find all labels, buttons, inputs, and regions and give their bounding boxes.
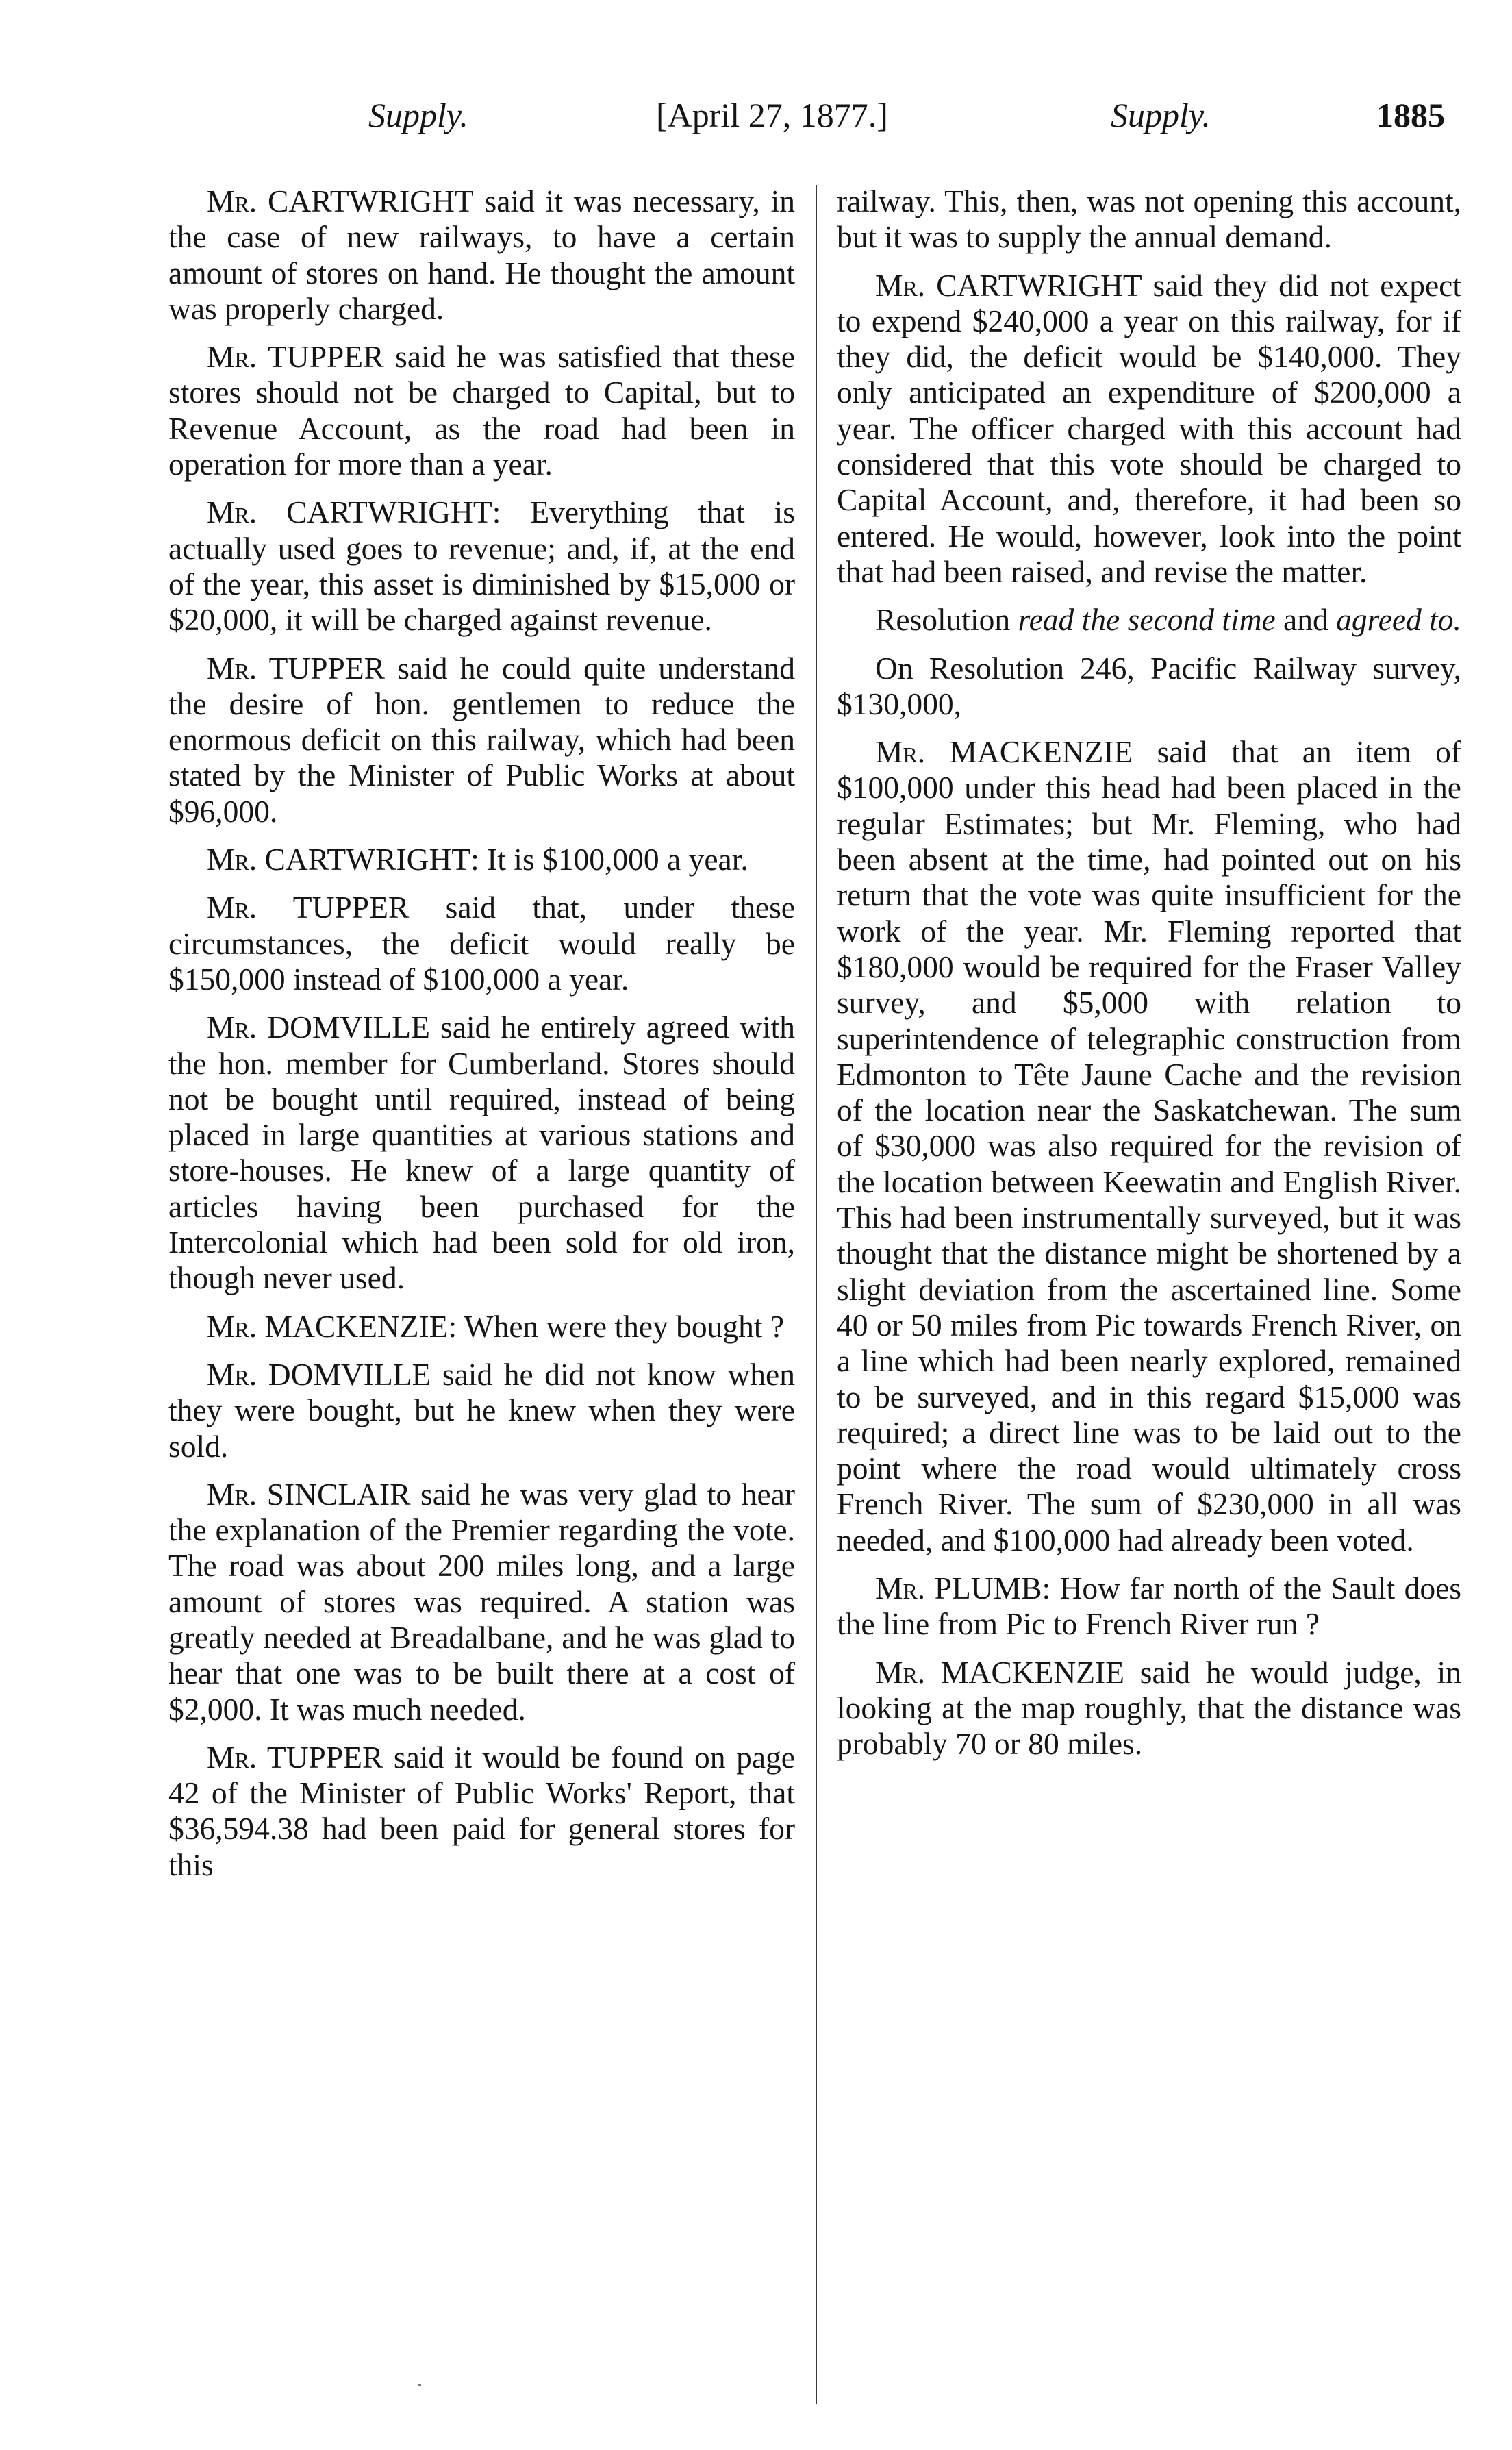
speech-text: said it would be found on page 42 of the Minister of Public Works' Report, that $36,594.38 had been paid for general stores for this	[168, 1739, 795, 1882]
speech-text: said they did not expect to expend $240,000 a year on this railway, for if they did, the deficit would be $140,000. They only anticipated an expenditure of $200,000 a year. The officer charged with this account had considered that this vote should be charged to Capital Account, and, therefore, it had been so entered. He would, however, look into the point that had been raised, and revise the matter.	[837, 267, 1462, 589]
speaker-name: Mr. TUPPER	[207, 1739, 383, 1775]
speech-text: said he was satisfied that these stores should not be charged to Capital, but to Revenue Account, as the road had been in operation for more than a year.	[168, 339, 795, 482]
resolution-text: Resolution	[875, 602, 1018, 638]
speech-paragraph	[168, 890, 795, 997]
speech-text: said he could quite understand the desire of hon. gentlemen to reduce the enormous deficit on this railway, which had been stated by the Minister of Public Works at about $96,000.	[168, 650, 795, 829]
speech-paragraph	[168, 339, 795, 482]
speech-text: said he entirely agreed with the hon. member for Cumberland. Stores should not be bought until required, instead of being placed in large quantities at various stations and store-houses. He knew of a large quantity of articles having been purchased for the Intercolonial which had been sold for old iron, though never used.	[168, 1010, 795, 1296]
speech-text: said he would judge, in looking at the map roughly, that the distance was probably 70 or 80 miles.	[837, 1654, 1461, 1762]
right-column	[837, 184, 1461, 1774]
speaker-name: Mr. CARTWRIGHT	[207, 495, 492, 530]
speech-paragraph	[837, 1571, 1461, 1642]
speaker-name: Mr. DOMVILLE	[207, 1356, 431, 1392]
running-head-right: Supply.	[1111, 96, 1211, 134]
speech-paragraph	[168, 184, 795, 327]
left-column	[168, 184, 795, 1895]
speech-text: : How far north of the Sault does the line from Pic to French River run ?	[837, 1570, 1461, 1642]
speech-paragraph	[168, 1740, 795, 1883]
running-head-left: Supply.	[368, 96, 468, 134]
speech-text: said that an item of $100,000 under this head had been placed in the regular Estimates; but Mr. Fleming, who had been absent at the time, had pointed out on his return that the vote was quite insufficient for the work of the year. Mr. Fleming reported that $180,000 would be required for the Fraser Valley survey, and $5,000 with relation to superintendence of telegraphic construction from Edmonton to Tête Jaune Cache and the revision of the location near the Saskatchewan. The sum of $30,000 was also required for the revision of the location between Keewatin and English River. This had been instrumentally surveyed, but it was thought that the distance might be shortened by a slight deviation from the ascertained line. Some 40 or 50 miles from Pic towards French River, on a line which had been nearly explored, remained to be surveyed, and in this regard $15,000 was required; a direct line was to be laid out to the point where the road would ultimately cross French River. The sum of $230,000 in all was needed, and $100,000 had already been voted.	[837, 734, 1461, 1558]
speech-paragraph	[168, 1010, 795, 1296]
resolution-italic: agreed to.	[1336, 602, 1461, 638]
speech-paragraph	[837, 1655, 1461, 1762]
page-number: 1885	[1376, 96, 1445, 134]
speech-paragraph	[168, 1357, 795, 1464]
continued-paragraph: railway. This, then, was not opening this account, but it was to supply the annual demand.	[837, 184, 1461, 255]
speaker-name: Mr. MACKENZIE	[207, 1308, 449, 1344]
resolution-italic: read the second time	[1018, 602, 1276, 638]
speech-text: : When were they bought ?	[448, 1308, 785, 1344]
speaker-name: Mr. CARTWRIGHT	[875, 267, 1142, 303]
speech-paragraph	[837, 734, 1461, 1558]
speaker-name: Mr. TUPPER	[207, 339, 384, 375]
speech-paragraph	[837, 268, 1461, 590]
speaker-name: Mr. MACKENZIE	[875, 1654, 1124, 1690]
speaker-name: Mr. TUPPER	[207, 890, 410, 925]
speech-paragraph	[168, 651, 795, 829]
print-speck	[418, 2384, 421, 2386]
resolution-line	[837, 602, 1461, 638]
speaker-name: Mr. CARTWRIGHT	[207, 184, 474, 218]
column-divider	[816, 185, 817, 2404]
speaker-name: Mr. TUPPER	[207, 650, 385, 686]
resolution-text: and	[1275, 602, 1337, 638]
speaker-name: Mr. SINCLAIR	[207, 1476, 411, 1512]
speech-paragraph	[168, 1477, 795, 1727]
speech-text: said he did not know when they were bought, but he knew when they were sold.	[168, 1356, 795, 1464]
speaker-name: Mr. DOMVILLE	[207, 1010, 430, 1045]
speaker-name: Mr. PLUMB	[875, 1570, 1042, 1605]
speech-paragraph	[168, 1309, 795, 1345]
speaker-name: Mr. CARTWRIGHT	[207, 842, 471, 877]
running-head-date: [April 27, 1877.]	[656, 96, 888, 134]
speech-text: : It is $100,000 a year.	[470, 842, 748, 877]
speaker-name: Mr. MACKENZIE	[875, 734, 1133, 770]
speech-text: said that, under these circumstances, the deficit would really be $150,000 instead of $100,000 a year.	[168, 890, 795, 997]
speech-text: : Everything that is actually used goes to revenue; and, if, at the end of the year, this asset is diminished by $15,000 or $20,000, it will be charged against revenue.	[168, 495, 796, 638]
speech-text: said it was necessary, in the case of new railways, to have a certain amount of stores on hand. He thought the amount was properly charged.	[168, 184, 795, 326]
speech-paragraph	[168, 842, 795, 877]
speech-paragraph	[168, 495, 795, 638]
speech-text: said he was very glad to hear the explanation of the Premier regarding the vote. The road was about 200 miles long, and a large amount of stores was required. A station was greatly needed at Breadalbane, and he was glad to hear that one was to be built there at a cost of $2,000. It was much needed.	[168, 1476, 795, 1727]
resolution-heading: On Resolution 246, Pacific Railway survey, $130,000,	[837, 650, 1461, 721]
